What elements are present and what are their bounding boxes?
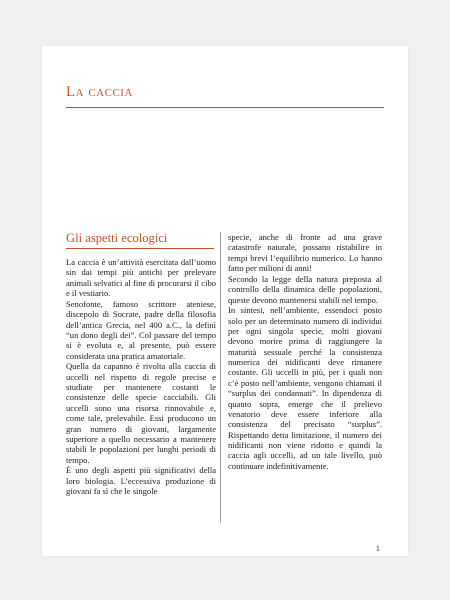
right-paragraph-1: specie, anche di fronte ad una grave catastrofe naturale, possano ristabilire in tempi brevi l’equilibrio numerico. Lo hanno fatto per milioni di anni! [228,232,382,274]
chapter-title: La caccia [66,84,133,100]
right-paragraph-2: Secondo la legge della natura preposta al controllo della dinamica delle popolazioni, queste devono mantenersi stabili nel tempo. [228,273,382,305]
left-paragraph-1: La caccia è un’attività esercitata dall’uomo sin dai tempi più antichi per prelevare animali selvatici al fine di procurarsi il cibo e il vestiario. [66,257,216,299]
section-heading: Gli aspetti ecologici [66,231,168,245]
section-rule [66,248,214,249]
column-divider [220,232,221,523]
left-paragraph-3: Quella da capanno è rivolta alla caccia di uccelli nel rispetto di regole precise e studiate per mantenere costanti le consistenze delle specie cacciabili. Gli uccelli sono una risorsa rinnovabile e, come tale, prelevabile. Essi producono un gran numero di giovani, largamente superiore a quello necessario a mantenere stabili le popolazioni per lunghi periodi di tempo. [66,361,216,465]
left-column [66,257,216,496]
left-paragraph-4: È uno degli aspetti più significativi della loro biologia. L’eccessiva produzione di giovani fa sì che le singole [66,465,216,497]
right-paragraph-3: In sintesi, nell’ambiente, essendoci posto solo per un determinato numero di individui per ogni singola specie, molti giovani devono morire prima di raggiungere la maturità sessuale perché la consistenza numerica dei nidificanti deve rimanere costante. Gli uccelli in più, per i quali non c’è posto nell’ambiente, vengono chiamati il “surplus dei condannati”. In dipendenza di quanto sopra, emerge che il prelievo venatorio deve essere inferiore alla consistenza del precisato “surplus”. Rispettando detta limitazione, il numero dei nidificanti non viene ridotto e quindi la caccia agli uccelli, ad un tale livello, può continuare indefinitivamente. [228,305,382,471]
right-column [228,232,382,471]
chapter-rule [66,107,384,108]
page [42,46,408,556]
left-paragraph-2: Senofonte, famoso scrittore ateniese, discepolo di Socrate, padre della filosofia dell’antica Grecia, nel 400 a.C., la definì “un dono degli dei”. Col passare del tempo si è evoluta e, al presente, può essere considerata una pratica amatoriale. [66,298,216,361]
page-number: 1 [375,543,380,553]
